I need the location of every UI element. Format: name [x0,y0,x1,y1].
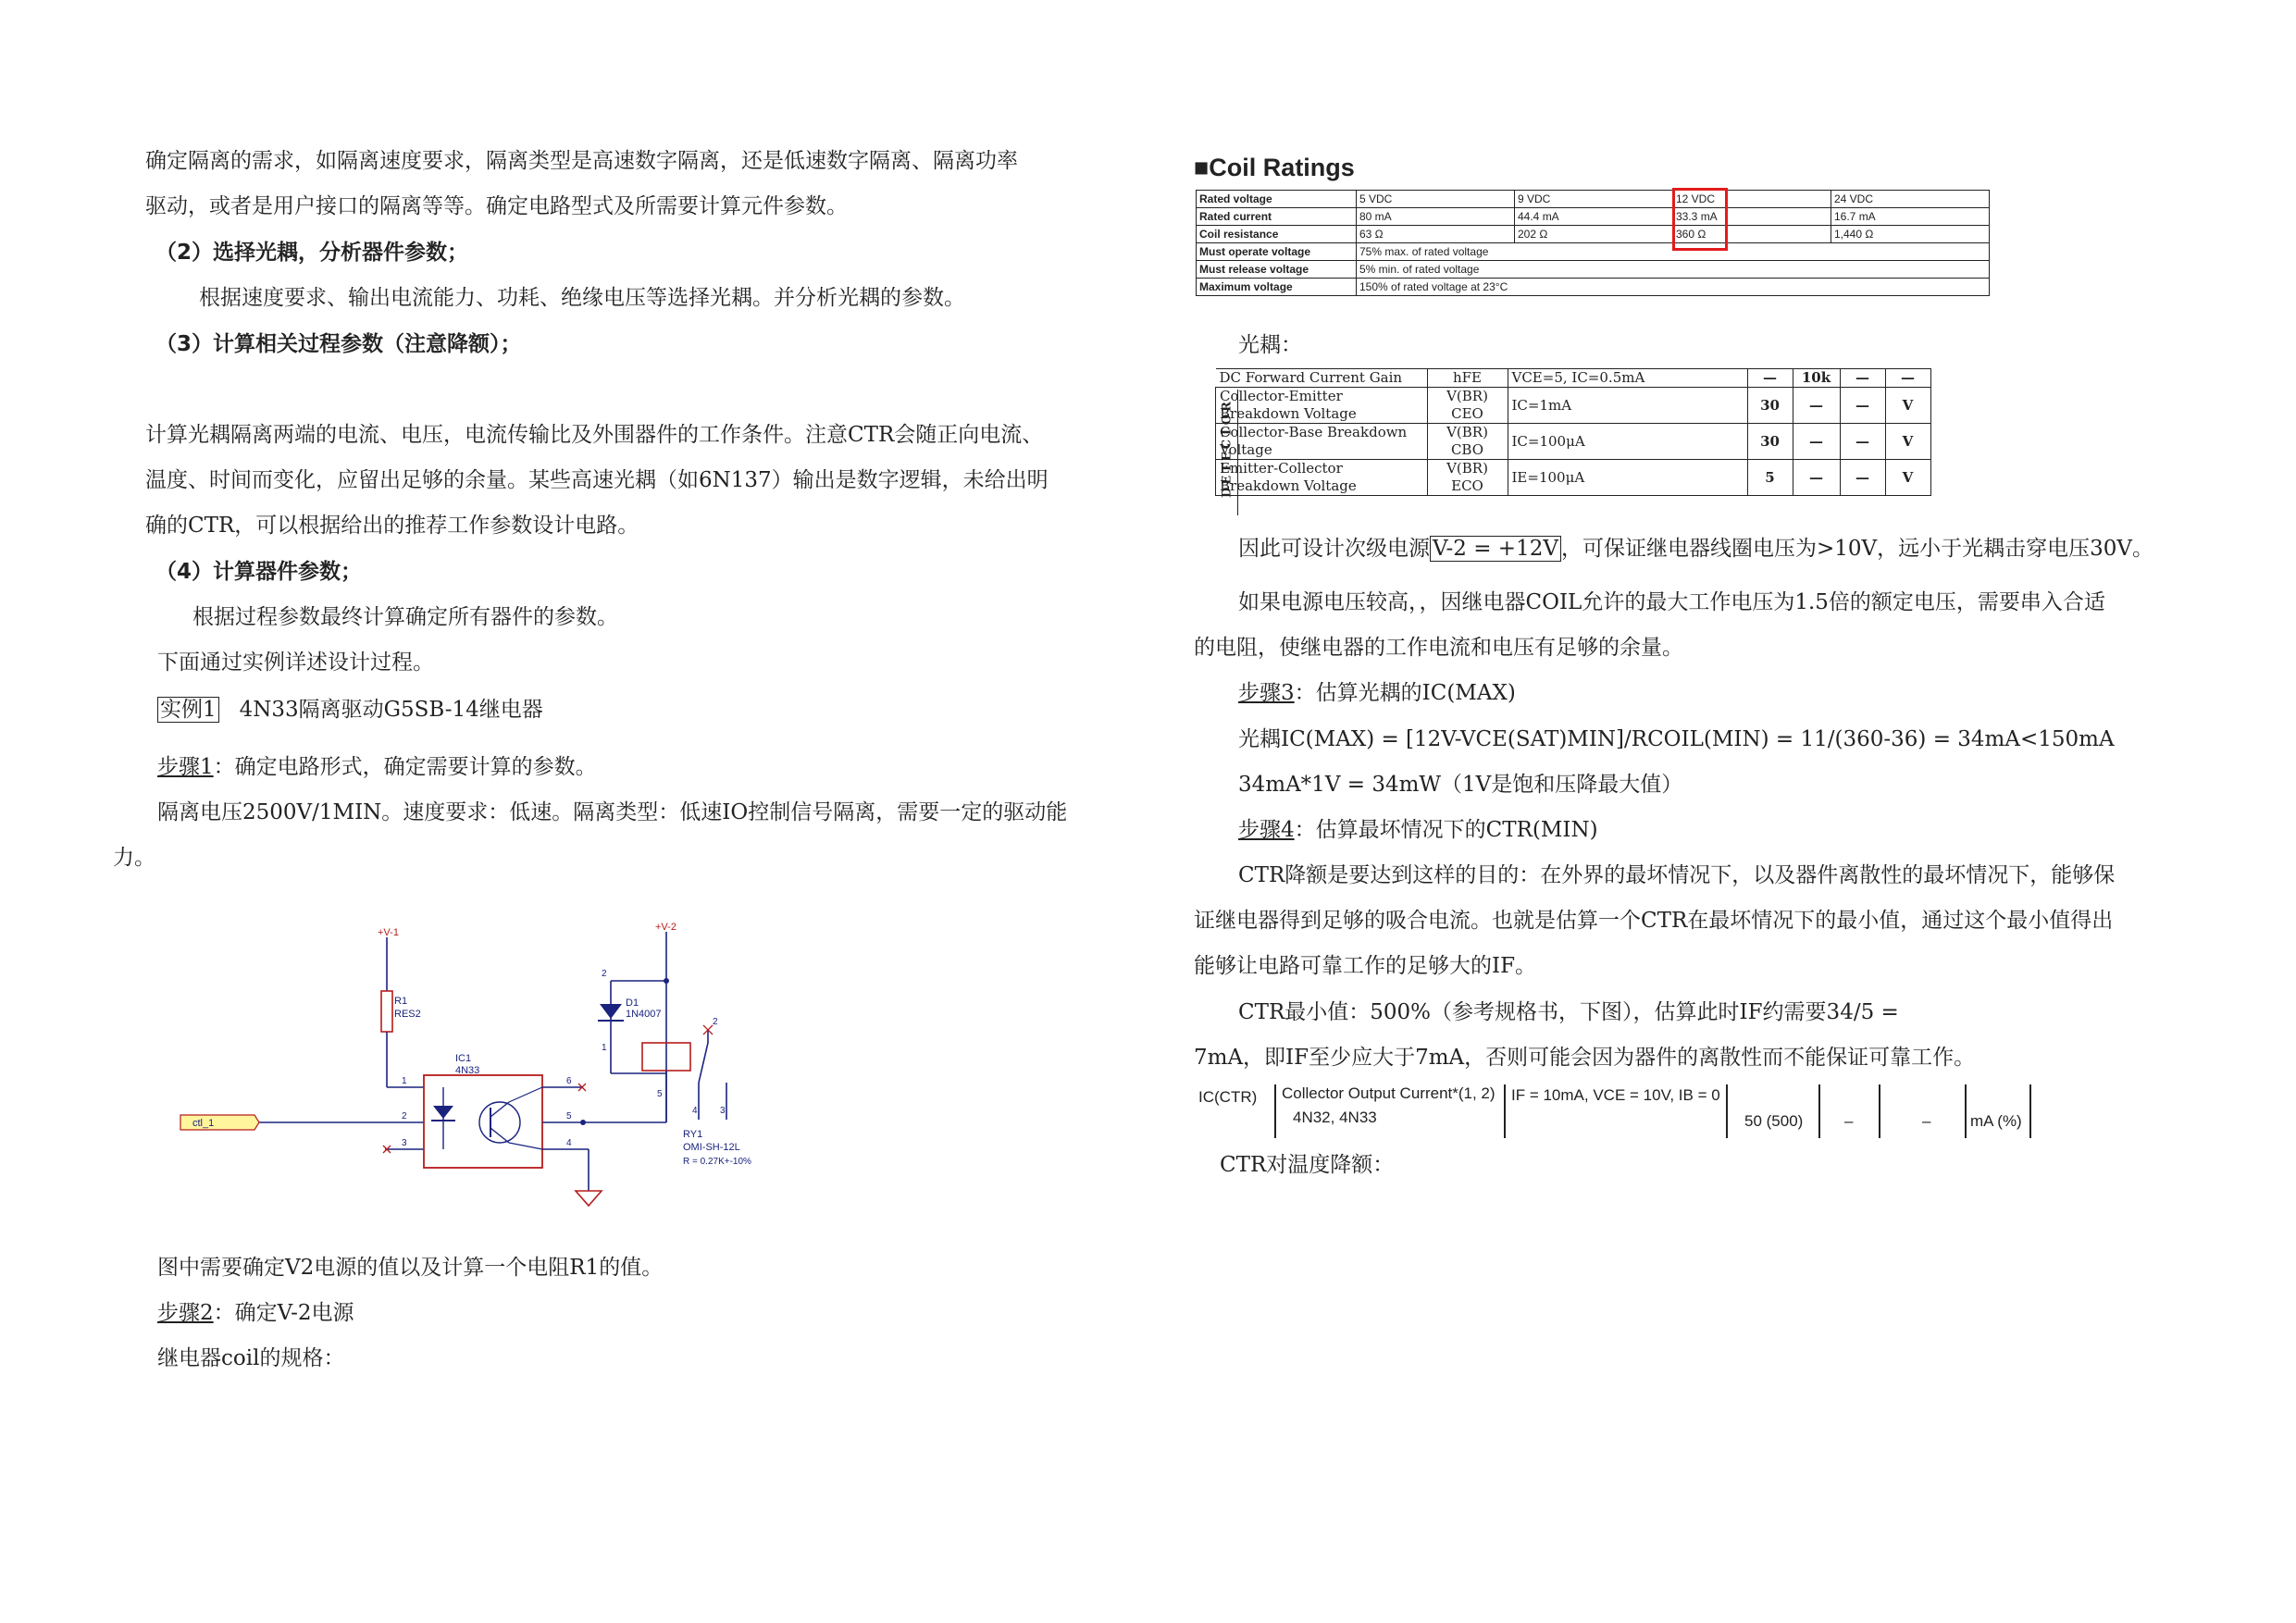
coil-ratings-title: ■Coil Ratings [1194,154,1355,181]
table-cell: V [1885,460,1930,496]
table-row [1197,243,1990,261]
pin-1: 1 [402,1076,407,1086]
table-cell: 10k [1793,369,1840,388]
paragraph-params: 根据过程参数最终计算确定所有器件的参数。 [192,605,618,629]
table-cell: 5 VDC [1357,191,1515,208]
table-cell: — [1840,388,1885,424]
divider [1879,1084,1880,1138]
heading-step-4: （4）计算器件参数； [155,560,363,584]
highlight-12vdc [1672,188,1728,251]
paragraph-relay-coil: 继电器coil的规格： [157,1346,345,1370]
divider [1965,1084,1967,1138]
ctr-temperature-derating: CTR对温度降额： [1220,1153,1395,1177]
example-title: 4N33隔离驱动G5SB-14继电器 [239,698,543,722]
paragraph-determine-values: 图中需要确定V2电源的值以及计算一个电阻R1的值。 [157,1256,664,1280]
divider [1274,1084,1276,1138]
ctr-line-3: 能够让电路可靠工作的足够大的IF。 [1194,954,1537,978]
ictr-typ: – [1844,1112,1854,1130]
divider [2029,1084,2031,1138]
step-1-label: 步骤1 [157,755,214,779]
table-cell: — [1840,460,1885,496]
table-cell: Collector-Base Breakdown Voltage [1216,424,1428,460]
v2-text-a: 因此可设计次级电源 [1238,537,1430,561]
heading-step-2: （2）选择光耦，分析器件参数； [155,241,469,265]
label-v1: +V-1 [378,927,399,938]
detector-side-text: DETECTOR [1220,399,1235,498]
divider [1504,1084,1506,1138]
table-row [1197,261,1990,279]
table-cell: Collector-Emitter Breakdown Voltage [1216,388,1428,424]
v2-text-b: ，可保证继电器线圈电压为>10V，远小于光耦击穿电压30V。 [1560,537,2153,561]
ctr-line-1: CTR降额是要达到这样的目的：在外界的最坏情况下，以及器件离散性的最坏情况下，能够保 [1238,863,2116,887]
table-cell: 202 Ω [1515,226,1673,243]
step-4 [1238,816,1598,844]
table-cell: hFE [1427,369,1508,388]
table-cell: — [1793,424,1840,460]
step-4-label: 步骤4 [1238,818,1295,842]
table-cell: 30 [1747,424,1793,460]
relay-pin-5: 5 [657,1089,663,1099]
relay-pin-2: 2 [713,1017,718,1027]
step-3-text: ：估算光耦的IC(MAX) [1294,681,1516,705]
table-cell: V [1885,388,1930,424]
table-row [1197,279,1990,296]
table-cell: Must release voltage [1197,261,1357,279]
paragraph-select-opto: 根据速度要求、输出电流能力、功耗、绝缘电压等选择光耦。并分析光耦的参数。 [199,286,965,310]
table-cell: 5 [1747,460,1793,496]
ictr-symbol: IC(CTR) [1198,1088,1258,1106]
table-cell: — [1840,424,1885,460]
ictr-min: 50 (500) [1744,1112,1804,1130]
ictr-param-line-2: 4N32, 4N33 [1293,1109,1377,1126]
table-cell: 150% of rated voltage at 23°C [1357,279,1990,296]
v2-design-line [1238,535,2153,563]
table-cell: 360 Ω [1673,226,1831,243]
label-r1: R1 [394,996,408,1007]
ctr-min-line-2: 7mA，即IF至少应大于7mA，否则可能会因为器件的离散性而不能保证可靠工作。 [1194,1046,1976,1070]
table-cell: Rated voltage [1197,191,1357,208]
table-cell: 44.4 mA [1515,208,1673,226]
high-voltage-line-2: 的电阻，使继电器的工作电流和电压有足够的余量。 [1194,636,1683,660]
pin-2: 2 [402,1111,407,1121]
ictr-param-line-1: Collector Output Current*(1, 2) [1282,1084,1496,1102]
label-v2: +V-2 [655,922,676,933]
table-cell: IE=100μA [1508,460,1747,496]
ictr-max: – [1922,1112,1931,1130]
calc-line-2: 温度、时间而变化，应留出足够的余量。某些高速光耦（如6N137）输出是数字逻辑，未给出明 [145,468,1049,492]
label-ry1-r: R = 0.27K+-10% [683,1157,751,1167]
ctr-line-2: 证继电器得到足够的吸合电流。也就是估算一个CTR在最坏情况下的最小值，通过这个最小值得出 [1194,909,2114,933]
table-cell: IC=100μA [1508,424,1747,460]
table-row [1197,226,1990,243]
label-ctl: ctl_1 [192,1118,215,1129]
table-row [1197,208,1990,226]
table-cell: 12 VDC [1673,191,1831,208]
label-d1: D1 [626,997,639,1009]
pin-3: 3 [402,1138,407,1148]
calc-line-3: 确的CTR，可以根据给出的推荐工作参数设计电路。 [145,514,639,538]
v2-boxed-value: V-2 = +12V [1430,536,1561,562]
table-cell: V(BR) CBO [1427,424,1508,460]
relay-pin-3: 3 [720,1106,726,1116]
calc-power: 34mA*1V = 34mW（1V是饱和压降最大值） [1238,773,1683,797]
coil-ratings-table [1196,190,1990,296]
diode-pin-1: 1 [602,1043,607,1053]
table-cell: 80 mA [1357,208,1515,226]
table-cell: V(BR) ECO [1427,460,1508,496]
pin-6: 6 [566,1076,572,1086]
table-cell: V [1885,424,1930,460]
relay-pin-4: 4 [692,1106,698,1116]
ictr-unit: mA (%) [1970,1112,2022,1130]
isolation-line-1: 隔离电压2500V/1MIN。速度要求：低速。隔离类型：低速IO控制信号隔离，需要一定的驱动能 [157,800,1068,824]
step-2 [157,1299,354,1327]
table-cell: DC Forward Current Gain [1216,369,1428,388]
intro-line-2: 驱动，或者是用户接口的隔离等等。确定电路型式及所需要计算元件参数。 [145,194,848,218]
isolation-line-2: 力。 [113,846,155,870]
table-cell: 75% max. of rated voltage [1357,243,1990,261]
example-heading [157,696,543,724]
table-row [1197,191,1990,208]
table-cell: 16.7 mA [1831,208,1990,226]
table-cell: 63 Ω [1357,226,1515,243]
step-1-text: ：确定电路形式，确定需要计算的参数。 [213,755,597,779]
calc-icmax: 光耦IC(MAX) = [12V-VCE(SAT)MIN]/RCOIL(MIN) = 11/(360-36) = 34mA<150mA [1238,727,2115,751]
pin-4: 4 [566,1138,572,1148]
table-row [1216,460,1931,496]
table-cell: Emitter-Collector Breakdown Voltage [1216,460,1428,496]
table-cell: — [1793,460,1840,496]
high-voltage-line-1: 如果电源电压较高，，因继电器COIL允许的最大工作电压为1.5倍的额定电压，需要串入合适 [1238,590,2105,614]
table-cell: 30 [1747,388,1793,424]
label-ry1-part: OMI-SH-12L [683,1142,740,1153]
label-d1-part: 1N4007 [626,1009,662,1020]
table-cell: Rated current [1197,208,1357,226]
table-cell: V(BR) CEO [1427,388,1508,424]
table-cell: — [1747,369,1793,388]
diode-pin-2: 2 [602,969,607,979]
step-3 [1238,679,1516,707]
table-row [1216,369,1931,388]
pin-5: 5 [566,1111,572,1121]
label-r1-type: RES2 [394,1009,421,1020]
table-cell: 1,440 Ω [1831,226,1990,243]
step-2-label: 步骤2 [157,1301,214,1325]
table-cell: 5% min. of rated voltage [1357,261,1990,279]
opto-label: 光耦： [1238,333,1302,357]
example-label: 实例1 [157,697,219,723]
table-cell: IC=1mA [1508,388,1747,424]
table-cell: — [1840,369,1885,388]
table-cell: — [1793,388,1840,424]
label-ry1: RY1 [683,1129,703,1140]
table-cell: VCE=5, IC=0.5mA [1508,369,1747,388]
label-ic1-part: 4N33 [455,1065,480,1076]
table-cell: Maximum voltage [1197,279,1357,296]
heading-step-3: （3）计算相关过程参数（注意降额）； [155,332,522,356]
table-row [1216,388,1931,424]
ctr-min-line-1: CTR最小值：500%（参考规格书，下图），估算此时IF约需要34/5 = [1238,1000,1899,1024]
paragraph-example-intro: 下面通过实例详述设计过程。 [157,650,434,675]
step-3-label: 步骤3 [1238,681,1295,705]
label-ic1: IC1 [455,1053,472,1064]
table-cell: Coil resistance [1197,226,1357,243]
intro-line-1: 确定隔离的需求，如隔离速度要求，隔离类型是高速数字隔离，还是低速数字隔离、隔离功率 [145,149,1018,173]
ictr-condition: IF = 10mA, VCE = 10V, IB = 0 [1511,1086,1720,1104]
table-cell: 24 VDC [1831,191,1990,208]
step-2-text: ：确定V-2电源 [213,1301,354,1325]
calc-line-1: 计算光耦隔离两端的电流、电压，电流传输比及外围器件的工作条件。注意CTR会随正向电流、 [145,423,1044,447]
divider [1818,1084,1820,1138]
table-row [1216,424,1931,460]
table-cell: — [1885,369,1930,388]
table-cell: 33.3 mA [1673,208,1831,226]
step-4-text: ：估算最坏情况下的CTR(MIN) [1294,818,1598,842]
step-1 [157,753,597,781]
divider [1726,1084,1728,1138]
detector-table [1215,368,1931,496]
circuit-schematic [167,911,777,1217]
table-cell: 9 VDC [1515,191,1673,208]
table-cell: Must operate voltage [1197,243,1357,261]
